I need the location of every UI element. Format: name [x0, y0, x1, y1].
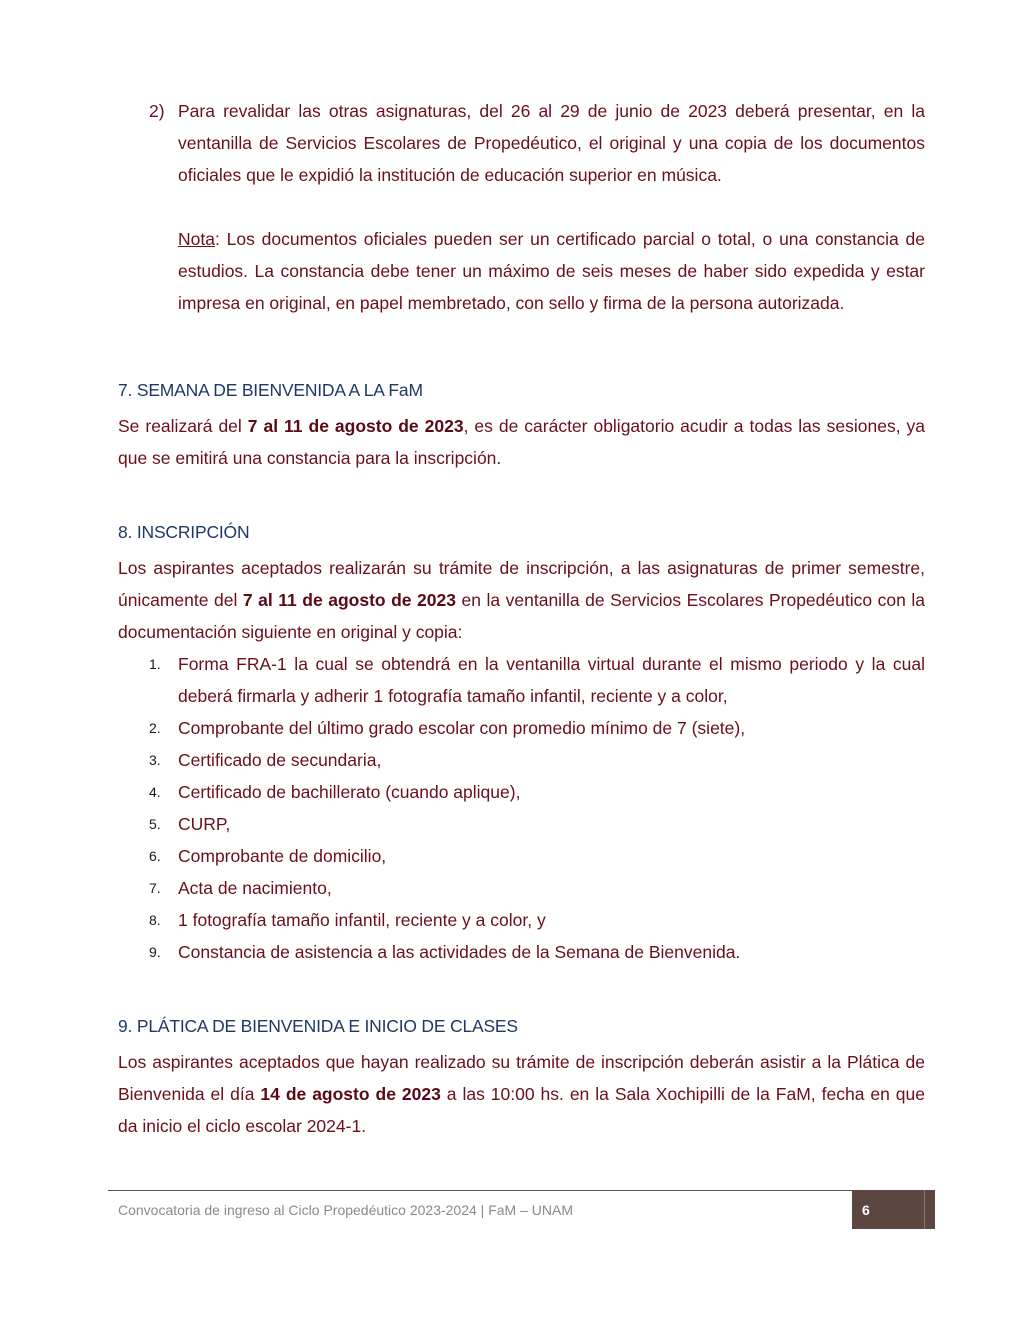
date-highlight: 7 al 11 de agosto de 2023 [242, 590, 456, 610]
list-text: Certificado de secundaria, [178, 750, 382, 770]
list-number: 8. [149, 912, 161, 928]
section-7-paragraph [118, 410, 925, 474]
requirements-list [118, 648, 925, 968]
list-item-2 [118, 95, 925, 191]
list-text: Para revalidar las otras asignaturas, del 26 al 29 de junio de 2023 deberá presentar, en la ventanilla de Servicios Escolares de Propedéutico, el original y una copia de los documentos oficiales que le expidió la institución de educación superior en música. [178, 101, 925, 185]
list-number: 9. [149, 944, 161, 960]
note-paragraph [178, 223, 925, 319]
footer-rule [108, 1190, 853, 1191]
text-span: en la ventanilla de Servicios Escolares Propedéutico con la documentación siguiente en original y copia: [118, 590, 925, 642]
list-number: 2. [149, 720, 161, 736]
list-item [118, 872, 925, 904]
section-9-heading: 9. PLÁTICA DE BIENVENIDA E INICIO DE CLASES [118, 1016, 518, 1036]
date-highlight: 14 de agosto de 2023 [260, 1084, 441, 1104]
list-text: Comprobante del último grado escolar con promedio mínimo de 7 (siete), [178, 718, 746, 738]
page-number: 6 [862, 1202, 870, 1218]
text-span: Se realizará del [118, 416, 248, 436]
section-7-heading: 7. SEMANA DE BIENVENIDA A LA FaM [118, 380, 423, 400]
list-number: 6. [149, 848, 161, 864]
list-item [118, 776, 925, 808]
text-span: , es de carácter obligatorio acudir a todas las sesiones, ya que se emitirá una constancia para la inscripción. [118, 416, 926, 468]
list-number: 5. [149, 816, 161, 832]
list-text: Constancia de asistencia a las actividades de la Semana de Bienvenida. [178, 942, 741, 962]
list-text: CURP, [178, 814, 231, 834]
section-8-paragraph [118, 552, 925, 648]
list-item [118, 712, 925, 744]
note-text: : Los documentos oficiales pueden ser un certificado parcial o total, o una constancia de estudios. La constancia debe tener un máximo de seis meses de haber sido expedida y estar impresa en original, en papel membretado, con sello y firma de la persona autorizada. [178, 229, 925, 313]
list-item [118, 648, 925, 712]
page-content [118, 95, 925, 1142]
text-span: Los aspirantes aceptados que hayan realizado su trámite de inscripción deberán asistir a la Plática de Bienvenida el día [118, 1052, 925, 1104]
section-8-heading: 8. INSCRIPCIÓN [118, 522, 250, 542]
note-label: Nota [178, 229, 215, 249]
list-item [118, 936, 925, 968]
date-highlight: 7 al 11 de agosto de 2023 [247, 416, 464, 436]
list-item [118, 840, 925, 872]
list-number: 3. [149, 752, 161, 768]
list-item [118, 744, 925, 776]
list-number: 1. [149, 656, 161, 672]
list-number: 2) [149, 101, 165, 121]
text-span: a las 10:00 hs. en la Sala Xochipilli de la FaM, fecha en que da inicio el ciclo escolar 2024-1. [118, 1084, 925, 1136]
list-item [118, 904, 925, 936]
footer-text: Convocatoria de ingreso al Ciclo Propedéutico 2023-2024 | FaM – UNAM [118, 1202, 573, 1218]
section-9-paragraph [118, 1046, 925, 1142]
list-item [118, 808, 925, 840]
list-text: Acta de nacimiento, [178, 878, 332, 898]
page-box-divider [924, 1190, 925, 1229]
list-text: 1 fotografía tamaño infantil, reciente y a color, y [178, 910, 546, 930]
list-number: 4. [149, 784, 161, 800]
list-text: Certificado de bachillerato (cuando aplique), [178, 782, 521, 802]
list-text: Comprobante de domicilio, [178, 846, 387, 866]
page-number-box [852, 1190, 935, 1229]
text-span: Los aspirantes aceptados realizarán su trámite de inscripción, a las asignaturas de primer semestre, únicamente del [118, 558, 925, 610]
list-number: 7. [149, 880, 161, 896]
list-text: Forma FRA-1 la cual se obtendrá en la ventanilla virtual durante el mismo periodo y la cual deberá firmarla y adherir 1 fotografía tamaño infantil, reciente y a color, [178, 654, 925, 706]
